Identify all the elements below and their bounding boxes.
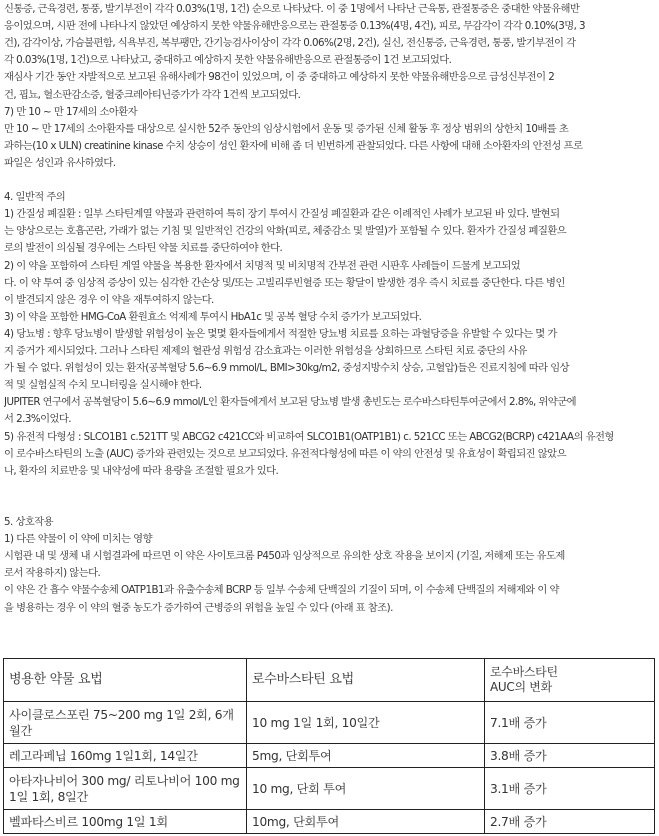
text-line: 4. 일반적 주의 — [4, 191, 66, 204]
cell-combination-drug: 벨파타스비르 100mg 1일 1회 — [4, 810, 247, 834]
cell-auc-change: 7.1배 증가 — [485, 702, 655, 744]
text-line: 신통증, 근육경련, 통풍, 발기부전이 각각 0.03%(1명, 1건) 순으로 나타났다. 이 중 1명에서 나타난 근육통, 관절통증은 중대한 약물유해반 — [4, 3, 580, 15]
text-line: 적 및 실험실적 수치 모니터링을 실시해야 한다. — [4, 379, 202, 392]
table-header-row — [4, 659, 655, 702]
table-row — [4, 768, 655, 810]
cell-auc-change: 3.1배 증가 — [485, 768, 655, 810]
text-line: 로서 작용하지) 않는다. — [4, 567, 101, 580]
text-line: 을 병용하는 경우 이 약의 혈중 농도가 증가하여 근병증의 위험을 높일 수 있다 (아래 표 참조). — [4, 601, 393, 614]
text-line: 5. 상호작용 — [4, 516, 54, 528]
text-line: 건, 핍뇨, 혈소판감소증, 혈중크레아티닌증가가 각각 1건씩 보고되었다. — [4, 88, 301, 101]
cell-auc-change: 2.7배 증가 — [485, 810, 655, 834]
text-line: JUPITER 연구에서 공복혈당이 5.6~6.9 mmol/L인 환자들에게서 보고된 당뇨병 발생 총빈도는 로수바스타틴투여군에서 2.8%, 위약군에 — [4, 396, 576, 409]
text-line: 서 2.3%이었다. — [4, 413, 71, 426]
text-line: 는 양상으로는 호흡곤란, 가래가 없는 기침 및 일반적인 건강의 악화(피로, 체중감소 및 발열)가 포함될 수 있다. 환자가 간질성 폐질환으 — [4, 225, 567, 238]
cell-rosuvastatin-regimen: 10mg, 단회투여 — [247, 810, 485, 834]
cell-combination-drug: 아타자나비어 300 mg/ 리토나비어 100 mg 1일 1회, 8일간 — [4, 768, 247, 810]
text-line: 나, 환자의 치료반응 및 내약성에 따라 용량을 조절할 필요가 있다. — [4, 464, 279, 477]
text-line: 건), 감각이상, 가슴불편함, 식욕부진, 복부팽만, 간기능검사이상이 각각 0.06%(2명, 2건), 실신, 전신통증, 근육경련, 통풍, 발기부전이 각 — [4, 37, 576, 50]
text-line: 각 0.03%(1명, 1건)으로 나타났고, 중대하고 예상하지 못한 약물유해반응으로 관절통증이 1건 보고되었다. — [4, 54, 452, 67]
text-line: 과하는(10 x ULN) creatinine kinase 수치 상승이 성인 환자에 비해 좀 더 빈번하게 관찰되었다. 다른 사항에 대해 소아환자의 안전성 프로 — [4, 139, 583, 152]
text-line: 시험관 내 및 생체 내 시험결과에 따르면 이 약은 사이토크롬 P450과 임상적으로 유의한 상호 작용을 보이지 (기질, 저해제 또는 유도제 — [4, 550, 565, 563]
text-line: 1) 간질성 폐질환 : 일부 스타틴계열 약물과 관련하여 특히 장기 투여시 간질성 폐질환과 같은 이례적인 사례가 보고된 바 있다. 발현되 — [4, 208, 560, 221]
text-line: 응이었으며, 시판 전에 나타나지 않았던 예상하지 못한 약물유해반응으로는 관절통증 0.13%(4명, 4건), 피로, 무감각이 각각 0.10%(3명, 3 — [4, 20, 586, 33]
text-line: 다. 이 약 투여 중 임상적 증상이 있는 심각한 간손상 및/또는 고빌리루빈혈증 또는 황달이 발생한 경우 즉시 치료를 중단한다. 다른 병인 — [4, 276, 565, 289]
cell-combination-drug: 사이클로스포린 75~200 mg 1일 2회, 6개월간 — [4, 702, 247, 744]
text-line: 3) 이 약을 포함한 HMG-CoA 환원효소 억제제 투여시 HbA1c 및 공복 혈당 수치 증가가 보고되었다. — [4, 310, 422, 323]
text-line: 7) 만 10 ~ 만 17세의 소아환자 — [4, 105, 138, 118]
table-row — [4, 810, 655, 834]
cell-rosuvastatin-regimen: 10 mg, 단회 투여 — [247, 768, 485, 810]
text-line: 재심사 기간 동안 자발적으로 보고된 유해사례가 98건이 있었으며, 이 중 중대하고 예상하지 못한 약물유해반응으로 급성신부전이 2 — [4, 71, 555, 84]
text-line: 1) 다른 약물이 이 약에 미치는 영향 — [4, 533, 152, 546]
text-line: 이 발견되지 않은 경우 이 약을 재투여하지 않는다. — [4, 293, 214, 306]
header-auc-change: 로수바스타틴 AUC의 변화 — [485, 659, 655, 702]
text-line: 지 증거가 제시되었다. 그러나 스타틴 제제의 혈관성 위험성 감소효과는 이러한 위험성을 상회하므로 스타틴 치료 중단의 사유 — [4, 345, 527, 357]
cell-rosuvastatin-regimen: 5mg, 단회투여 — [247, 744, 485, 768]
header-combination-drug: 병용한 약물 요법 — [4, 659, 247, 702]
text-line: 4) 당뇨병 : 향후 당뇨병이 발생할 위험성이 높은 몇몇 환자들에게서 적절한 당뇨병 치료를 요하는 과혈당증을 유발할 수 있다는 몇 가 — [4, 327, 557, 340]
text-line: 2) 이 약을 포함하여 스타틴 계열 약물을 복용한 환자에서 치명적 및 비치명적 간부전 관련 시판후 사례들이 드물게 보고되었 — [4, 259, 521, 272]
text-line: 가 될 수 없다. 위험성이 있는 환자(공복혈당 5.6~6.9 mmol/L, BMI>30kg/m2, 중성지방수치 상승, 고혈압)들은 진료지침에 따라 임상 — [4, 362, 570, 375]
table-row — [4, 702, 655, 744]
text-line: 만 10 ~ 만 17세의 소아환자를 대상으로 실시한 52주 동안의 임상시험에서 운동 및 증가된 신체 활동 후 정상 범위의 상한치 10배를 초 — [4, 122, 569, 135]
text-line: 파일은 성인과 유사하였다. — [4, 156, 116, 169]
text-line: 5) 유전적 다형성 : SLCO1B1 c.521TT 및 ABCG2 c421CC와 비교하여 SLCO1B1(OATP1B1) c. 521CC 또는 ABCG2(BCRP) c421AA의 유전형 — [4, 430, 614, 443]
table-row — [4, 744, 655, 768]
cell-auc-change: 3.8배 증가 — [485, 744, 655, 768]
text-line: 로의 발전이 의심될 경우에는 스타틴 약물 치료를 중단하여야 한다. — [4, 242, 283, 255]
cell-rosuvastatin-regimen: 10 mg 1일 1회, 10일간 — [247, 702, 485, 744]
header-rosuvastatin-regimen: 로수바스타틴 요법 — [247, 659, 485, 702]
drug-interaction-table — [3, 658, 655, 834]
text-line: 이 로수바스타틴의 노출 (AUC) 증가와 관련있는 것으로 보고되었다. 유전적다형성에 따른 이 약의 안전성 및 유효성이 확립되진 않았으 — [4, 447, 566, 460]
text-line: 이 약은 간 흡수 약물수송체 OATP1B1과 유출수송체 BCRP 등 일부 수송체 단백질의 기질이 되며, 이 수송체 단백질의 저해제와 이 약 — [4, 584, 559, 597]
cell-combination-drug: 레고라페닙 160mg 1일1회, 14일간 — [4, 744, 247, 768]
